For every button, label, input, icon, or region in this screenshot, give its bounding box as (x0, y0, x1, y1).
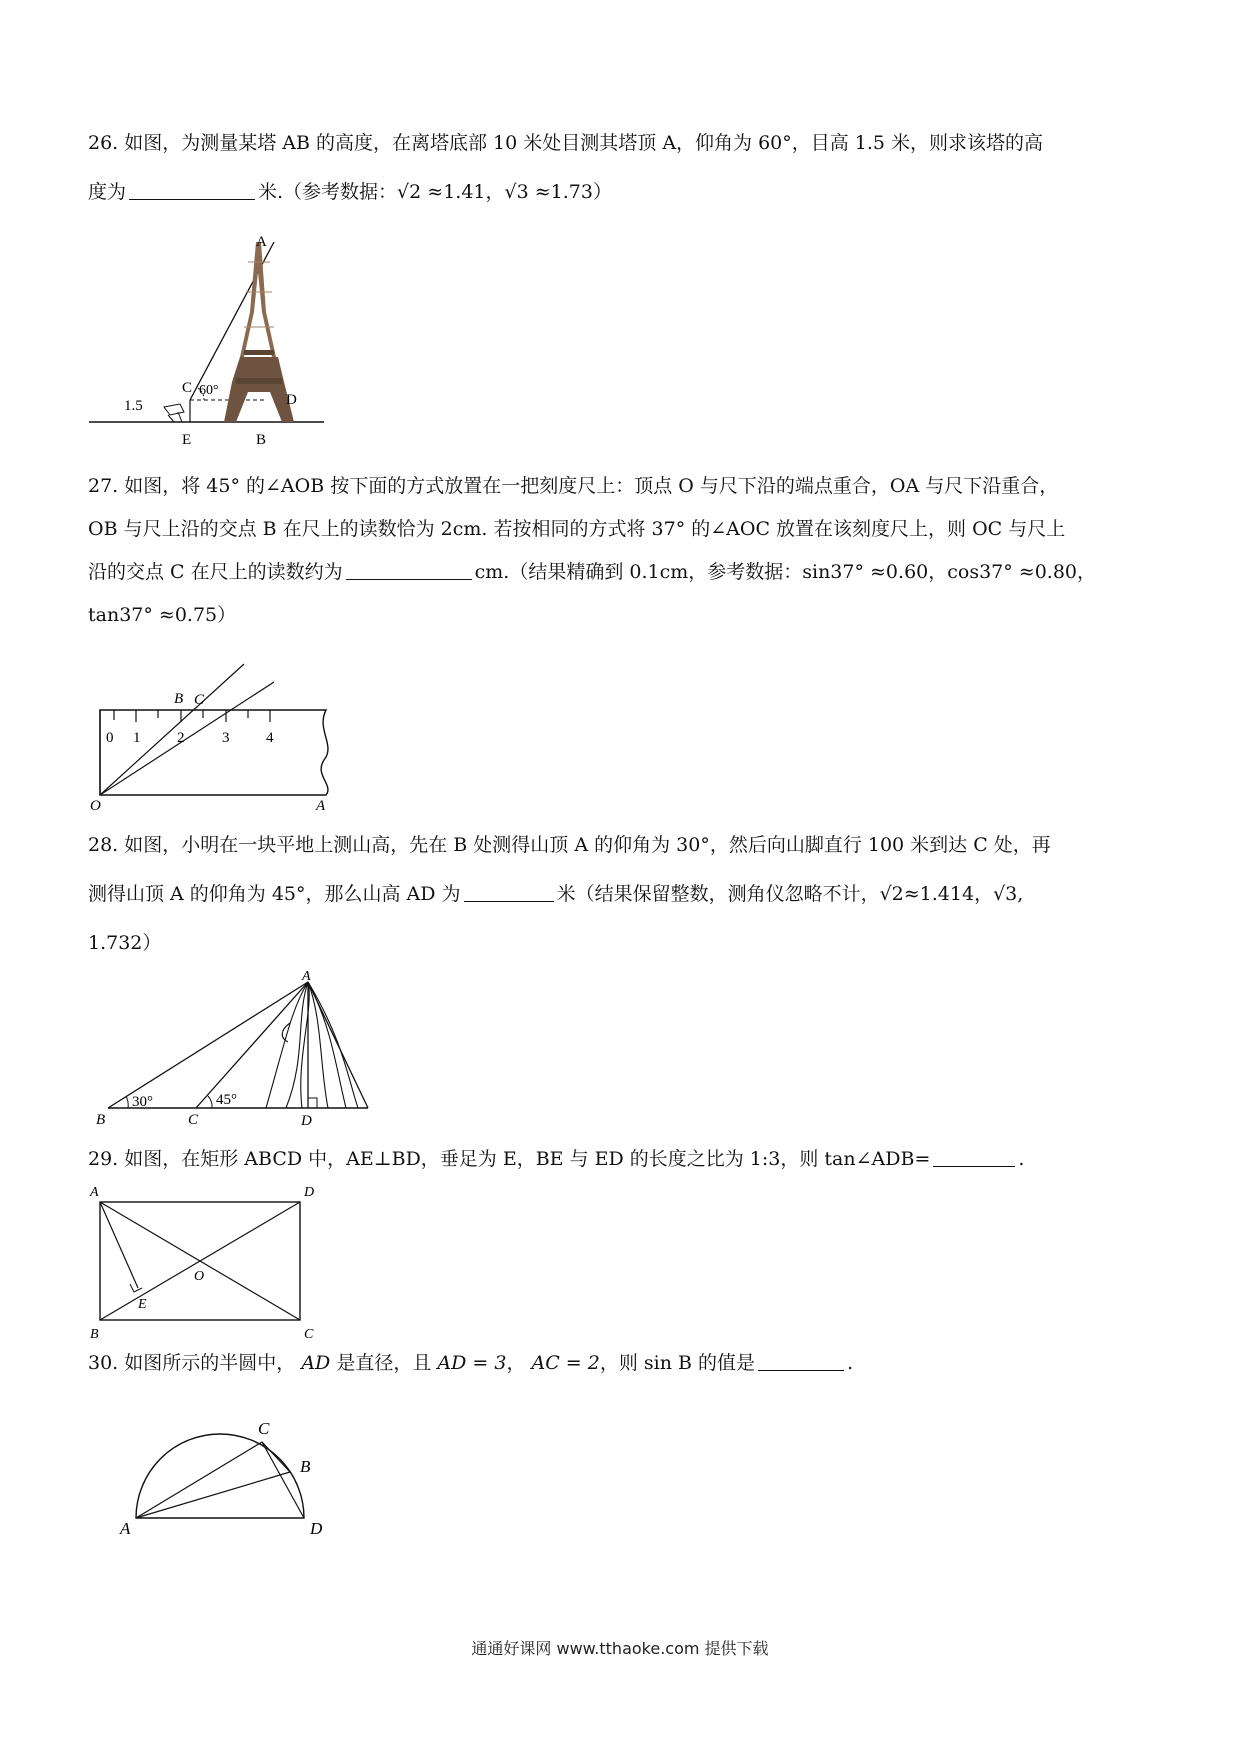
page-footer: 通通好课网 www.tthaoke.com 提供下载 (471, 1639, 769, 1658)
q26-label-D: D (286, 392, 297, 408)
q26-label-C: C (182, 380, 193, 396)
q29-text: 29. 如图，在矩形 ABCD 中，AE⊥BD，垂足为 E，BE 与 ED 的长度之比为 1:3，则 tan∠ADB= (88, 1148, 931, 1170)
q30-ad: AD (301, 1352, 331, 1374)
q26-height: 1.5 (124, 398, 143, 414)
answer-blank-28[interactable] (464, 879, 554, 902)
tower-icon (224, 242, 294, 422)
observer-icon (164, 404, 184, 422)
q30-sep: ， (506, 1352, 526, 1374)
answer-blank-27[interactable] (346, 557, 472, 580)
q27-label-C: C (194, 692, 205, 708)
answer-blank-26[interactable] (129, 177, 255, 200)
question-29 (88, 1138, 1168, 1181)
q28-label-A: A (302, 969, 311, 984)
figure-30-semicircle (110, 1412, 370, 1540)
q28-label-C: C (188, 1112, 199, 1128)
q30-mid2: ，则 (599, 1352, 638, 1374)
q27-line3-pre: 沿的交点 C 在尺上的读数约为 (88, 561, 343, 583)
q30-label-D: D (310, 1519, 323, 1538)
q27-line2: OB 与尺上沿的交点 B 在尺上的读数恰为 2cm. 若按相同的方式将 37° 的∠AOC 放置在该刻度尺上，则 OC 与尺上 (88, 518, 1066, 540)
q27-tick-3: 3 (222, 730, 230, 746)
q27-tick-1: 1 (133, 730, 141, 746)
figure-27-ruler (86, 660, 346, 810)
question-28 (88, 824, 1168, 965)
figure-29-rectangle (86, 1180, 326, 1340)
q28-line3: 1.732） (88, 932, 162, 954)
q27-label-B: B (174, 691, 184, 707)
q27-label-A: A (316, 798, 326, 810)
question-27 (88, 465, 1168, 637)
q30-sinb: sin B (643, 1352, 692, 1374)
q29-label-A: A (90, 1185, 99, 1200)
q27-tick-4: 4 (266, 730, 274, 746)
q29-label-D: D (304, 1185, 315, 1200)
q26-angle: 60° (199, 383, 219, 398)
q29-end: . (1018, 1148, 1025, 1170)
q26-label-E: E (182, 432, 192, 448)
q29-label-C: C (304, 1327, 314, 1340)
q29-label-B: B (90, 1327, 99, 1340)
q30-label-C: C (258, 1419, 270, 1438)
q29-label-E: E (138, 1297, 147, 1312)
question-30 (88, 1342, 1168, 1385)
q26-label-B: B (256, 432, 267, 448)
q30-end: . (847, 1352, 854, 1374)
q26-line2-pre: 度为 (88, 181, 127, 203)
q28-line2-pre: 测得山顶 A 的仰角为 45°，那么山高 AD 为 (88, 883, 461, 905)
q27-label-O: O (90, 798, 101, 810)
mountain-contours (266, 982, 358, 1108)
answer-blank-29[interactable] (933, 1144, 1015, 1167)
q27-tick-2: 2 (177, 730, 185, 746)
q30-post: 的值是 (698, 1352, 756, 1374)
q28-label-B: B (96, 1112, 106, 1128)
q29-label-O: O (194, 1269, 205, 1284)
q26-line1: 26. 如图，为测量某塔 AB 的高度，在离塔底部 10 米处目测其塔顶 A，仰角为 60°，目高 1.5 米，则求该塔的高 (88, 132, 1044, 154)
figure-26-tower (86, 232, 336, 454)
q30-intro: 30. 如图所示的半圆中， (88, 1352, 296, 1374)
figure-28-mountain (96, 968, 376, 1130)
q28-angle-30: 30° (132, 1094, 153, 1110)
q28-line2-post: 米（结果保留整数，测角仪忽略不计，√2≈1.414，√3, (556, 883, 1024, 905)
q28-angle-45: 45° (216, 1092, 237, 1108)
q30-eq2: AC = 2 (531, 1352, 600, 1374)
q26-label-A: A (256, 234, 267, 250)
q26-line2-post: 米.（参考数据：√2 ≈1.41，√3 ≈1.73） (258, 181, 612, 203)
answer-blank-30[interactable] (758, 1348, 844, 1371)
q28-label-D: D (301, 1113, 312, 1129)
q30-mid1: 是直径，且 (336, 1352, 432, 1374)
q27-line1: 27. 如图，将 45° 的∠AOB 按下面的方式放置在一把刻度尺上：顶点 O 与尺下沿的端点重合，OA 与尺下沿重合， (88, 475, 1059, 497)
q27-line3-post: cm.（结果精确到 0.1cm，参考数据：sin37° ≈0.60，cos37° ≈0.80， (474, 561, 1097, 583)
q27-tick-0: 0 (106, 730, 114, 746)
q30-label-A: A (120, 1519, 131, 1538)
q28-line1: 28. 如图，小明在一块平地上测山高，先在 B 处测得山顶 A 的仰角为 30°，然后向山脚直行 100 米到达 C 处，再 (88, 834, 1051, 856)
q27-line4: tan37° ≈0.75） (88, 604, 237, 626)
question-26 (88, 122, 1168, 214)
q30-label-B: B (300, 1457, 311, 1476)
q30-eq1: AD = 3 (437, 1352, 507, 1374)
